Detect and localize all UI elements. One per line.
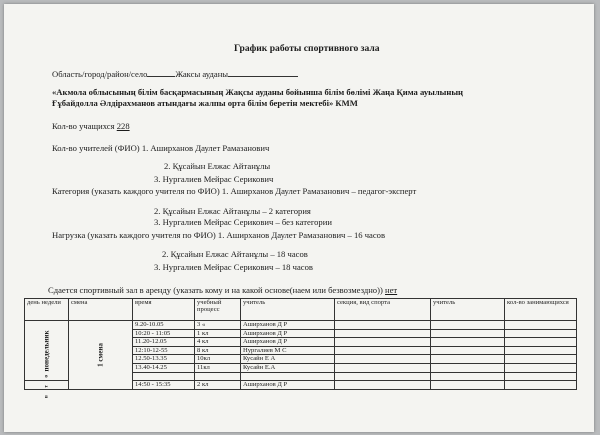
- load-label: Нагрузка (указать каждого учителя по ФИО): [52, 230, 216, 240]
- grade-cell: 4 кл: [195, 338, 241, 347]
- section-cell: [335, 355, 431, 364]
- rent-line: [48, 285, 397, 295]
- section-cell: [335, 338, 431, 347]
- section-teacher-cell: [431, 346, 505, 355]
- students-line: [52, 121, 130, 131]
- load-3: 3. Нургалиев Мейрас Серикович – 18 часов: [154, 262, 313, 272]
- header-time: время: [133, 299, 195, 321]
- time-cell: 11.20-12.05: [133, 338, 195, 347]
- time-cell: 10:20 - 11:05: [133, 329, 195, 338]
- section-teacher-cell: [431, 338, 505, 347]
- teacher-cell: Кусайн Е.А: [241, 363, 335, 372]
- section-teacher-cell: [431, 363, 505, 372]
- header-section: секция, вид спорта: [335, 299, 431, 321]
- section-cell: [335, 329, 431, 338]
- teachers-line: [52, 143, 269, 153]
- table-header-row: [25, 299, 577, 321]
- load-2: 2. Құсайын Елжас Айтанұлы – 18 часов: [162, 249, 308, 259]
- section-cell: [335, 372, 431, 381]
- grade-cell: 1 кл: [195, 329, 241, 338]
- section-cell: [335, 321, 431, 330]
- grade-cell: 2 кл: [195, 381, 241, 390]
- section-teacher-cell: [431, 329, 505, 338]
- time-cell: 12.50-13.35: [133, 355, 195, 364]
- header-day: день недели: [25, 299, 69, 321]
- section-cell: [335, 381, 431, 390]
- count-cell: [505, 346, 577, 355]
- document-sheet: [4, 4, 594, 432]
- time-cell: 9.20-10.05: [133, 321, 195, 330]
- teacher-cell: Аширханов Д Р: [241, 338, 335, 347]
- teacher-2: 2. Құсайын Елжас Айтанұлы: [164, 161, 271, 171]
- teacher-cell: Нургалиев М С: [241, 346, 335, 355]
- section-cell: [335, 346, 431, 355]
- spacer-cell: [195, 372, 241, 381]
- shift-cell: [69, 321, 133, 390]
- teacher-cell: Аширханов Д Р: [241, 329, 335, 338]
- teachers-label: Кол-во учителей (ФИО): [52, 143, 140, 153]
- section-teacher-cell: [431, 381, 505, 390]
- schedule-table: [24, 298, 577, 399]
- header-process: учебный процесс: [195, 299, 241, 321]
- time-cell: 12:10-12-55: [133, 346, 195, 355]
- students-label: Кол-во учащихся: [52, 121, 115, 131]
- region-value: Жаксы ауданы: [175, 69, 229, 79]
- region-label: Область/город/район/село: [52, 69, 148, 79]
- day-fragment: в т о: [42, 371, 49, 399]
- teacher-cell: Аширханов Д Р: [241, 381, 335, 390]
- blank-line: [228, 68, 298, 77]
- teacher-cell: Аширханов Д Р: [241, 321, 335, 330]
- grade-cell: 10кл: [195, 355, 241, 364]
- header-count: кол-во занимающихся: [505, 299, 577, 321]
- school-name-line1: «Акмола облысының білім басқармасының Жақсы ауданы бойынша білім бөлімі Жаңа Қима ауылының: [52, 87, 463, 97]
- table-row: [25, 321, 577, 330]
- grade-cell: 3 «: [195, 321, 241, 330]
- teacher-3: 3. Нургалиев Мейрас Серикович: [154, 174, 274, 184]
- count-cell: [505, 329, 577, 338]
- region-line: [52, 68, 298, 79]
- count-cell: [505, 381, 577, 390]
- count-cell: [505, 321, 577, 330]
- day-fragment-cell: [25, 371, 69, 399]
- category-line: [52, 186, 416, 196]
- rent-value: нет: [384, 285, 398, 295]
- spacer-cell: [241, 372, 335, 381]
- shift-label: 1 смена: [95, 342, 104, 367]
- section-teacher-cell: [431, 321, 505, 330]
- category-2: 2. Құсайын Елжас Айтанұлы – 2 категория: [154, 206, 311, 216]
- time-cell: 13.40-14.25: [133, 363, 195, 372]
- count-cell: [505, 338, 577, 347]
- students-count: 228: [116, 121, 130, 131]
- teacher-cell: Кусайн Е А: [241, 355, 335, 364]
- count-cell: [505, 372, 577, 381]
- count-cell: [505, 355, 577, 364]
- section-teacher-cell: [431, 355, 505, 364]
- header-teacher: учитель: [241, 299, 335, 321]
- count-cell: [505, 363, 577, 372]
- school-name-line2: Ғұбайдолла Әлдірахманов атындағы жалпы орта білім беретін мектебі» КММ: [52, 98, 358, 108]
- doc-title: График работы спортивного зала: [234, 43, 380, 54]
- load-line: [52, 230, 385, 240]
- category-label: Категория (указать каждого учителя по ФИО): [52, 186, 220, 196]
- rent-label: Сдается спортивный зал в аренду (указать кому и на какой основе(наем или безвозмездно)): [48, 285, 383, 295]
- spacer-cell: [133, 372, 195, 381]
- blank-line: [147, 68, 175, 77]
- grade-cell: 8 кл: [195, 346, 241, 355]
- load-1: 1. Аширханов Даулет Рамазанович – 16 часов: [217, 230, 386, 240]
- section-teacher-cell: [431, 372, 505, 381]
- grade-cell: 11кл: [195, 363, 241, 372]
- category-1: 1. Аширханов Даулет Рамазанович – педагог-эксперт: [221, 186, 417, 196]
- time-cell: 14:50 - 15:35: [133, 381, 195, 390]
- header-shift: смена: [69, 299, 133, 321]
- section-cell: [335, 363, 431, 372]
- header-section-teacher: учитель: [431, 299, 505, 321]
- teacher-1: 1. Аширханов Даулет Рамазанович: [141, 143, 270, 153]
- day-label: понедельник: [41, 330, 50, 372]
- category-3: 3. Нургалиев Мейрас Серикович – без категории: [154, 217, 332, 227]
